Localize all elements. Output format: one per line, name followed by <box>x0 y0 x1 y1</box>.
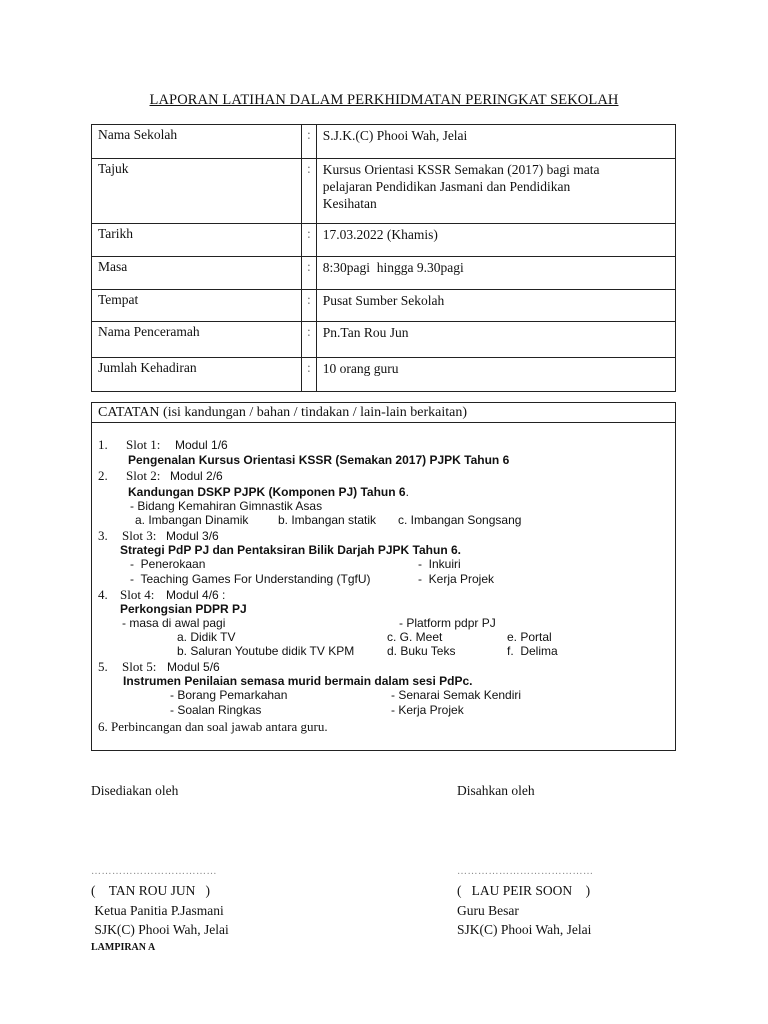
item-number: 2. <box>98 468 108 483</box>
approved-by-label: Disahkan oleh <box>457 783 535 798</box>
table-row <box>92 159 676 224</box>
slot-label: Slot 4: <box>120 587 155 602</box>
slot-heading: Pengenalan Kursus Orientasi KSSR (Semakan 2017) PJPK Tahun 6 <box>128 453 510 467</box>
value-tajuk: Kursus Orientasi KSSR Semakan (2017) bagi mata pelajaran Pendidikan Jasmani dan Pendidikan Kesihatan <box>316 159 675 224</box>
preparer-role: Ketua Panitia P.Jasmani <box>91 903 224 918</box>
item-number: 5. <box>98 659 108 674</box>
signature-line: ……………………………… <box>91 866 217 877</box>
value-tarikh: 17.03.2022 (Khamis) <box>316 224 675 257</box>
option-item: d. Buku Teks <box>387 644 456 658</box>
point-item: - Borang Pemarkahan <box>170 688 288 702</box>
prepared-by-label: Disediakan oleh <box>91 783 179 798</box>
slot-label: Slot 5: <box>122 659 157 674</box>
value-nama-penceramah: Pn.Tan Rou Jun <box>316 322 675 358</box>
slot-label: Slot 1: <box>126 437 161 452</box>
label-masa: Masa <box>92 257 302 290</box>
slot-heading: Kandungan DSKP PJPK (Komponen PJ) Tahun 6 <box>128 485 406 499</box>
value-jumlah-kehadiran: 10 orang guru <box>316 358 675 392</box>
point-item: - Senarai Semak Kendiri <box>391 688 522 702</box>
point-item: - Soalan Ringkas <box>170 703 262 717</box>
modul-label: Modul 4/6 : <box>166 588 226 602</box>
table-row <box>92 358 676 392</box>
option-item: c. G. Meet <box>387 630 443 644</box>
label-tajuk: Tajuk <box>92 159 302 224</box>
preparer-name: ( TAN ROU JUN ) <box>91 883 211 898</box>
colon: : <box>302 322 317 358</box>
option-item: f. Delima <box>507 644 558 658</box>
preparer-school: SJK(C) Phooi Wah, Jelai <box>91 922 229 937</box>
colon: : <box>302 358 317 392</box>
point-item: - Inkuiri <box>418 557 461 571</box>
slot-label: Slot 3: <box>122 528 157 543</box>
table-row <box>92 224 676 257</box>
label-tempat: Tempat <box>92 290 302 322</box>
option-item: b. Saluran Youtube didik TV KPM <box>177 644 355 658</box>
slot-heading: Instrumen Penilaian semasa murid bermain dalam sesi PdPc. <box>123 674 473 688</box>
sub-topic: - Platform pdpr PJ <box>399 616 496 630</box>
signature-line: ………………………………… <box>457 866 594 877</box>
option-item: c. Imbangan Songsang <box>398 513 522 527</box>
approver-role: Guru Besar <box>457 903 519 918</box>
table-row <box>92 322 676 358</box>
catatan-box <box>91 402 676 751</box>
slot-heading-line <box>128 485 409 499</box>
point-item: - Penerokaan <box>130 557 206 571</box>
closing-item: 6. Perbincangan dan soal jawab antara guru. <box>98 719 328 734</box>
item-number: 1. <box>98 437 108 452</box>
point-item: - Kerja Projek <box>391 703 464 717</box>
heading-suffix: . <box>405 485 409 499</box>
table-row <box>92 290 676 322</box>
colon: : <box>302 224 317 257</box>
approver-school: SJK(C) Phooi Wah, Jelai <box>457 922 592 937</box>
colon: : <box>302 125 317 159</box>
modul-label: Modul 1/6 <box>175 438 228 452</box>
option-item: e. Portal <box>507 630 552 644</box>
modul-label: Modul 5/6 <box>167 660 220 674</box>
colon: : <box>302 257 317 290</box>
value-tempat: Pusat Sumber Sekolah <box>316 290 675 322</box>
footer-lampiran: LAMPIRAN A <box>91 942 156 953</box>
item-number: 3. <box>98 528 108 543</box>
value-masa: 8:30pagi hingga 9.30pagi <box>316 257 675 290</box>
modul-label: Modul 3/6 <box>166 529 219 543</box>
info-table <box>91 124 676 392</box>
table-row <box>92 125 676 159</box>
point-item: - Kerja Projek <box>418 572 495 586</box>
label-nama-sekolah: Nama Sekolah <box>92 125 302 159</box>
option-item: b. Imbangan statik <box>278 513 377 527</box>
label-nama-penceramah: Nama Penceramah <box>92 322 302 358</box>
value-nama-sekolah: S.J.K.(C) Phooi Wah, Jelai <box>316 125 675 159</box>
option-item: a. Didik TV <box>177 630 236 644</box>
table-row <box>92 257 676 290</box>
point-item: - Teaching Games For Understanding (TgfU) <box>130 572 371 586</box>
option-item: a. Imbangan Dinamik <box>135 513 249 527</box>
colon: : <box>302 159 317 224</box>
colon: : <box>302 290 317 322</box>
slot-heading: Perkongsian PDPR PJ <box>120 602 247 616</box>
item-number: 4. <box>98 587 108 602</box>
slot-label: Slot 2: <box>126 468 161 483</box>
slot-heading: Strategi PdP PJ dan Pentaksiran Bilik Darjah PJPK Tahun 6. <box>120 543 461 557</box>
label-tarikh: Tarikh <box>92 224 302 257</box>
sub-topic: - Bidang Kemahiran Gimnastik Asas <box>130 499 323 513</box>
page-title: LAPORAN LATIHAN DALAM PERKHIDMATAN PERINGKAT SEKOLAH <box>149 92 619 108</box>
label-jumlah-kehadiran: Jumlah Kehadiran <box>92 358 302 392</box>
modul-label: Modul 2/6 <box>170 469 223 483</box>
catatan-header: CATATAN (isi kandungan / bahan / tindakan / lain-lain berkaitan) <box>92 403 675 423</box>
approver-name: ( LAU PEIR SOON ) <box>457 883 591 898</box>
sub-topic: - masa di awal pagi <box>122 616 226 630</box>
